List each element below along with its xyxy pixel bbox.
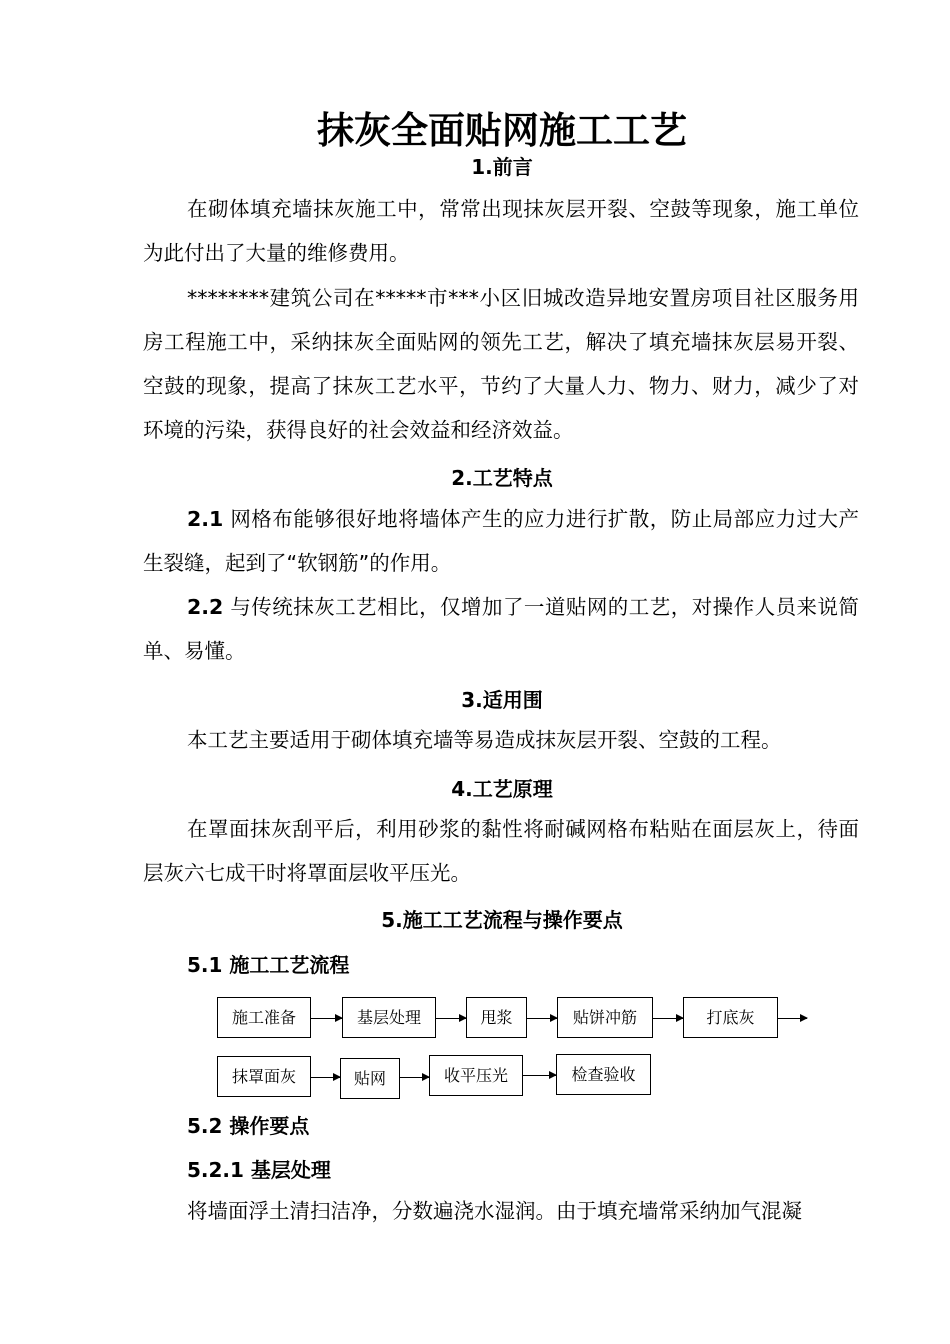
subheading-process-flow: 5.1 施工工艺流程 bbox=[187, 953, 350, 977]
flow-step-trowel-finish: 收平压光 bbox=[429, 1055, 523, 1096]
flow-step-screed-marks: 贴饼冲筋 bbox=[557, 997, 653, 1038]
flow-step-base-treatment: 基层处理 bbox=[342, 997, 436, 1038]
feature-number-1: 2.1 bbox=[187, 507, 224, 531]
intro-paragraph-1: 在砌体填充墙抹灰施工中，常常出现抹灰层开裂、空鼓等现象，施工单位为此付出了大量的维修费用。 bbox=[143, 197, 859, 265]
feature-paragraph-1 bbox=[143, 497, 859, 585]
flow-arrow bbox=[653, 1018, 683, 1019]
subheading-base-treatment: 5.2.1 基层处理 bbox=[187, 1158, 331, 1182]
subheading-key-points: 5.2 操作要点 bbox=[187, 1114, 310, 1138]
section-heading-principle: 4.工艺原理 bbox=[451, 777, 553, 801]
scope-paragraph: 本工艺主要适用于砌体填充墙等易造成抹灰层开裂、空鼓的工程。 bbox=[187, 728, 782, 752]
section-heading-scope: 3.适用围 bbox=[461, 688, 543, 712]
feature-number-2: 2.2 bbox=[187, 595, 224, 619]
flow-arrow bbox=[436, 1018, 466, 1019]
section-heading-process: 5.施工工艺流程与操作要点 bbox=[381, 908, 623, 932]
flow-arrow bbox=[523, 1075, 556, 1076]
flow-step-slurry: 甩浆 bbox=[466, 997, 527, 1038]
intro-paragraph-2: ********建筑公司在*****市***小区旧城改造异地安置房项目社区服务用房工程施工中，采纳抹灰全面贴网的领先工艺，解决了填充墙抹灰层易开裂、空鼓的现象，提高了抹灰工艺水平，节约了大量人力、物力、财力，减少了对环境的污染，获得良好的社会效益和经济效益。 bbox=[143, 286, 859, 442]
base-treatment-paragraph: 将墙面浮土清扫洁净，分数遍浇水湿润。由于填充墙常采纳加气混凝 bbox=[187, 1199, 802, 1223]
flow-step-inspection: 检查验收 bbox=[556, 1054, 651, 1095]
feature-text-2: 与传统抹灰工艺相比，仅增加了一道贴网的工艺，对操作人员来说简单、易懂。 bbox=[143, 595, 859, 663]
principle-paragraph: 在罩面抹灰刮平后，利用砂浆的黏性将耐碱网格布粘贴在面层灰上，待面层灰六七成干时将罩面层收平压光。 bbox=[143, 817, 859, 885]
flow-step-base-coat: 打底灰 bbox=[683, 997, 778, 1038]
flow-arrow bbox=[400, 1077, 429, 1078]
flow-step-finish-coat: 抹罩面灰 bbox=[217, 1056, 311, 1097]
flow-step-preparation: 施工准备 bbox=[217, 997, 311, 1038]
section-heading-intro: 1.前言 bbox=[471, 155, 533, 179]
document-title: 抹灰全面贴网施工工艺 bbox=[317, 109, 687, 152]
flow-arrow bbox=[527, 1018, 557, 1019]
feature-text-1: 网格布能够很好地将墙体产生的应力进行扩散，防止局部应力过大产生裂缝，起到了“软钢筋”的作用。 bbox=[143, 507, 859, 575]
flow-step-mesh: 贴网 bbox=[340, 1058, 400, 1099]
section-heading-features: 2.工艺特点 bbox=[451, 466, 553, 490]
flow-arrow bbox=[311, 1018, 342, 1019]
flow-arrow bbox=[311, 1077, 340, 1078]
feature-paragraph-2 bbox=[143, 585, 859, 673]
flow-arrow bbox=[778, 1018, 807, 1019]
